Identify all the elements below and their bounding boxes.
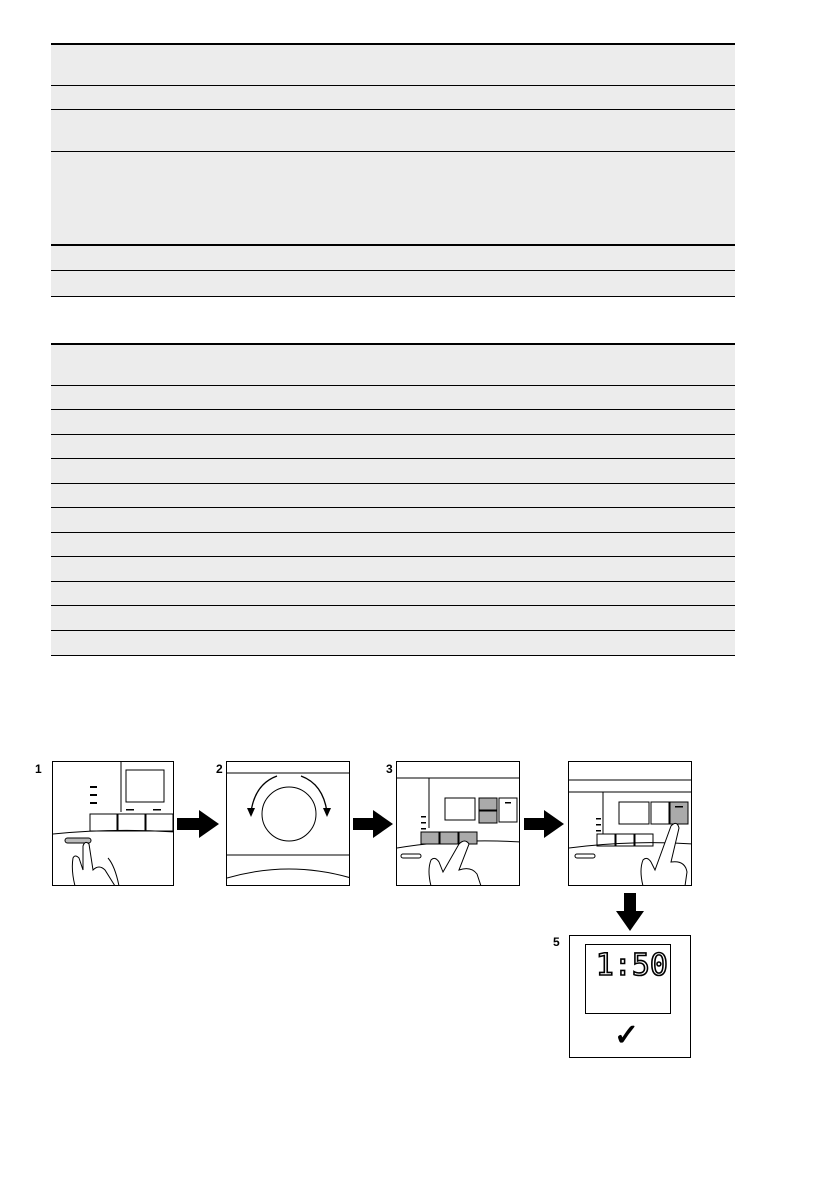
step-5-illustration bbox=[569, 935, 691, 1058]
table-row bbox=[51, 152, 735, 246]
table-row bbox=[51, 45, 735, 86]
table-row bbox=[51, 345, 735, 386]
table-row bbox=[51, 606, 735, 631]
check-mark-icon: ✓ bbox=[614, 1019, 640, 1052]
display-time-readout bbox=[586, 945, 672, 981]
table-row bbox=[51, 533, 735, 557]
step-4-illustration bbox=[568, 761, 692, 886]
arrow-down-icon bbox=[616, 893, 644, 931]
pointing-hand-icon bbox=[641, 823, 687, 886]
arrow-right-icon bbox=[177, 810, 219, 838]
arrow-right-icon bbox=[524, 810, 564, 838]
step-number-2: 2 bbox=[216, 762, 223, 776]
table-row bbox=[51, 246, 735, 271]
svg-text:1:50: 1:50 bbox=[595, 948, 668, 981]
table-row bbox=[51, 582, 735, 606]
table-row bbox=[51, 86, 735, 110]
table-row bbox=[51, 410, 735, 435]
display-screen bbox=[585, 944, 671, 1014]
arrow-right-icon bbox=[353, 810, 393, 838]
table-row bbox=[51, 435, 735, 459]
step-number-3: 3 bbox=[386, 762, 393, 776]
step-number-1: 1 bbox=[35, 762, 42, 776]
table-row bbox=[51, 631, 735, 656]
pointing-hand-icon bbox=[72, 842, 119, 886]
step-1-illustration bbox=[52, 761, 174, 886]
table-row bbox=[51, 271, 735, 297]
dial-rotate-icon bbox=[227, 762, 350, 886]
table-row bbox=[51, 386, 735, 410]
step-number-5: 5 bbox=[553, 935, 560, 949]
table-row bbox=[51, 557, 735, 582]
table-2 bbox=[51, 343, 735, 683]
table-row bbox=[51, 459, 735, 484]
table-row bbox=[51, 508, 735, 533]
pointing-hand-icon bbox=[429, 841, 481, 886]
step-3-illustration bbox=[396, 761, 520, 886]
step-2-illustration bbox=[226, 761, 350, 886]
control-panel-drawing bbox=[53, 762, 174, 886]
table-row bbox=[51, 110, 735, 152]
table-1 bbox=[51, 43, 735, 298]
table-row bbox=[51, 484, 735, 508]
